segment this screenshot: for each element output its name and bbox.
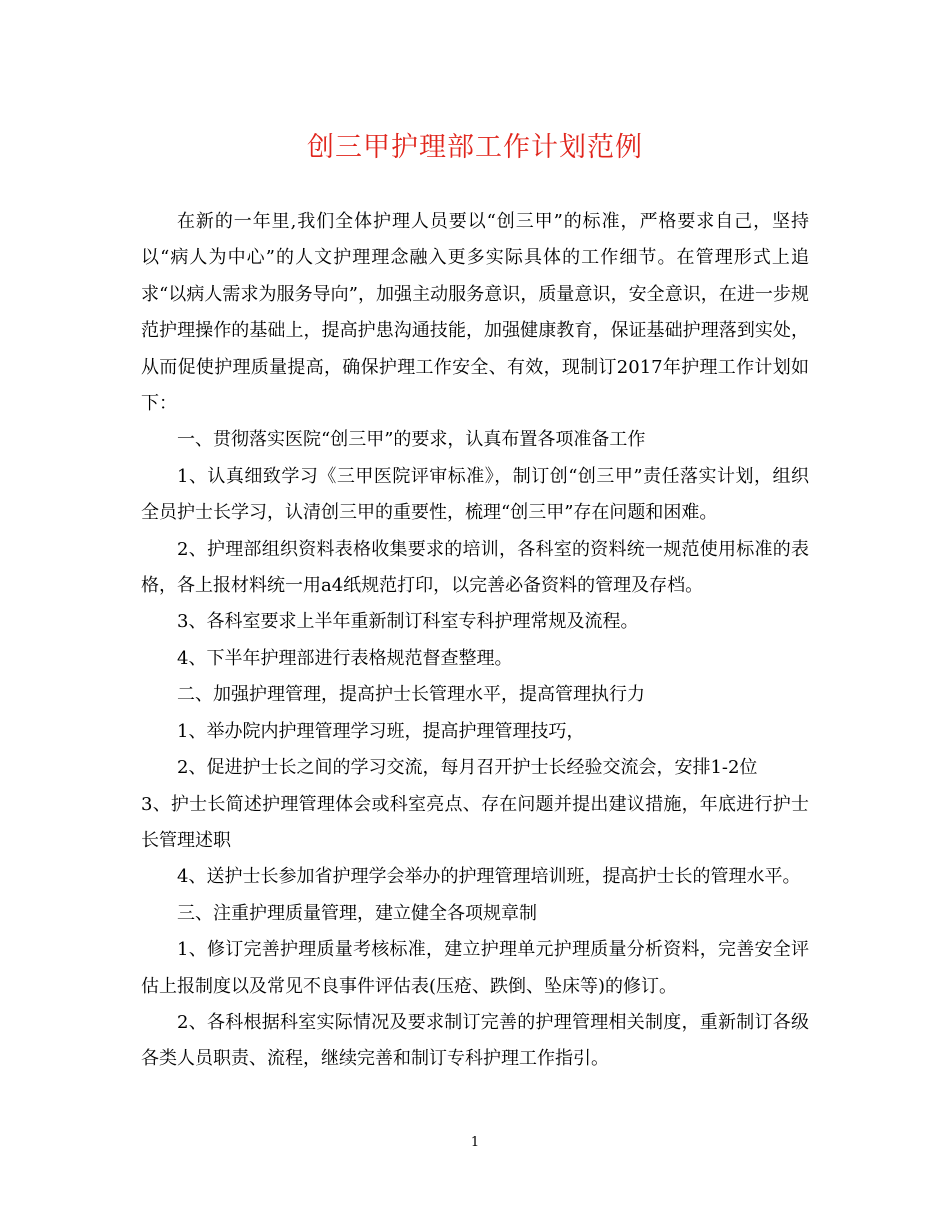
document-body (141, 204, 809, 1078)
document-title: 创三甲护理部工作计划范例 (307, 132, 643, 163)
paragraph-item: 1、修订完善护理质量考核标准，建立护理单元护理质量分析资料，完善安全评估上报制度以及常见不良事件评估表(压疮、跌倒、坠床等)的修订。 (141, 939, 809, 997)
section-heading-1: 一、贯彻落实医院“创三甲”的要求，认真布置各项准备工作 (177, 429, 646, 451)
paragraph-item: 2、促进护士长之间的学习交流，每月召开护士长经验交流会，安排1-2位 (177, 757, 758, 779)
paragraph-item: 1、认真细致学习《三甲医院评审标准》，制订创“创三甲”责任落实计划，组织全员护士长学习，认清创三甲的重要性，梳理“创三甲”存在问题和困难。 (141, 465, 809, 524)
paragraph-item: 3、各科室要求上半年重新制订科室专科护理常规及流程。 (177, 611, 639, 633)
paragraph-item: 2、各科根据科室实际情况及要求制订完善的护理管理相关制度，重新制订各级各类人员职责、流程，继续完善和制订专科护理工作指引。 (141, 1011, 809, 1070)
paragraph-item: 4、下半年护理部进行表格规范督查整理。 (177, 647, 513, 669)
section-heading-2: 二、加强护理管理，提高护士长管理水平，提高管理执行力 (177, 684, 645, 706)
paragraph-item: 4、送护士长参加省护理学会举办的护理管理培训班，提高护士长的管理水平。 (177, 866, 801, 888)
paragraph-intro: 在新的一年里,我们全体护理人员要以“创三甲”的标准，严格要求自己，坚持以“病人为中心”的人文护理理念融入更多实际具体的工作细节。在管理形式上追求“以病人需求为服务导向”，加强主动服务意识，质量意识，安全意识，在进一步规范护理操作的基础上，提高护患沟通技能，加强健康教育，保证基础护理落到实处，从而促使护理质量提高，确保护理工作安全、有效，现制订2017年护理工作计划如下： (141, 211, 809, 415)
paragraph-item: 1、举办院内护理管理学习班，提高护理管理技巧， (177, 720, 585, 742)
paragraph-item: 2、护理部组织资料表格收集要求的培训，各科室的资料统一规范使用标准的表格，各上报材料统一用a4纸规范打印，以完善必备资料的管理及存档。 (141, 538, 809, 597)
page-number: 1 (470, 1135, 480, 1150)
section-heading-3: 三、注重护理质量管理，建立健全各项规章制 (177, 902, 537, 924)
paragraph-item: 3、护士长简述护理管理体会或科室亮点、存在问题并提出建议措施，年底进行护士长管理述职 (141, 793, 809, 851)
